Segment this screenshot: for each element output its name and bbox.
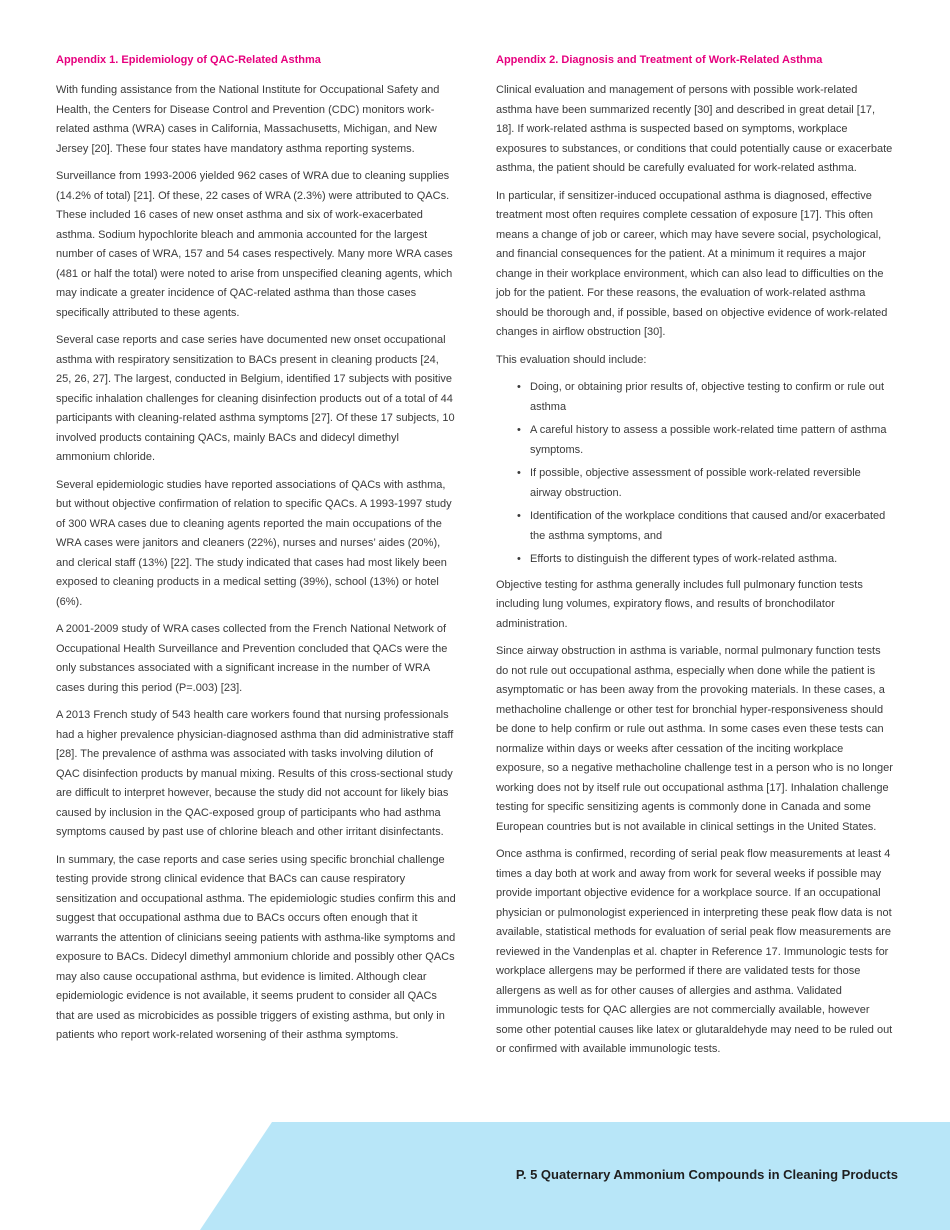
- appendix-1-column: [56, 52, 456, 1054]
- appendix-2-paragraph: Clinical evaluation and management of persons with possible work-related asthma have been summarized recently [30] and described in great detail [17, 18]. If work-related asthma is suspected based on symptoms, workplace exposures to substances, or conditions that could potentially cause or exacerbate asthma, the patient should be carefully evaluated for work-related asthma.: [496, 84, 893, 174]
- appendix-2-paragraph: This evaluation should include:: [496, 353, 647, 366]
- evaluation-bullet-list: [496, 378, 894, 570]
- appendix-1-heading: Appendix 1. Epidemiology of QAC-Related Asthma: [56, 54, 321, 66]
- appendix-2-paragraph: Objective testing for asthma generally includes full pulmonary function tests including lung volumes, expiratory flows, and results of bronchodilator administration.: [496, 578, 863, 630]
- appendix-1-paragraph: Several case reports and case series have documented new onset occupational asthma with respiratory sensitization to BACs present in cleaning products [24, 25, 26, 27]. The largest, conducted in Belgium, identified 17 subjects with positive specific inhalation challenges for cleaning disinfection products out of a total of 44 participants with cleaning-related asthma symptoms [27]. Of these 17 subjects, 10 involved products containing QACs, mainly BACs and didecyl dimethyl ammonium chloride.: [56, 334, 455, 463]
- appendix-1-paragraph: With funding assistance from the National Institute for Occupational Safety and Health, the Centers for Disease Control and Prevention (CDC) monitors work-related asthma (WRA) cases in California, Massachusetts, Michigan, and New Jersey [20]. These four states have mandatory asthma reporting systems.: [56, 84, 440, 155]
- appendix-2-column: [496, 52, 894, 1068]
- appendix-1-paragraph: A 2013 French study of 543 health care workers found that nursing professionals had a higher prevalence physician-diagnosed asthma than did administrative staff [28]. The prevalence of asthma was associated with tasks involving dilution of QAC disinfection products by manual mixing. Results of this cross-sectional study are difficult to interpret however, because the study did not account for likely bias caused by inclusion in the QAC-exposed group of participants who had asthma symptoms caused by past use of chlorine bleach and other irritant disinfectants.: [56, 709, 454, 838]
- appendix-1-paragraph: Surveillance from 1993-2006 yielded 962 cases of WRA due to cleaning supplies (14.2% of total) [21]. Of these, 22 cases of WRA (2.3%) were attributed to QACs. These included 16 cases of new onset asthma and six of work-exacerbated asthma. Sodium hypochlorite bleach and ammonia accounted for the largest number of cases of WRA, 157 and 54 cases respectively. Many more WRA cases (481 or half the total) were noted to arise from unspecified cleaning agents, which may indicate a greater incidence of QAC-related asthma than those cases specifically attributed to these agents.: [56, 170, 453, 319]
- bullet-item: • Identification of the workplace conditions that caused and/or exacerbated the asthma symptoms, and: [530, 507, 894, 546]
- appendix-1-paragraph: In summary, the case reports and case series using specific bronchial challenge testing provide strong clinical evidence that BACs can cause respiratory sensitization and occupational asthma. The epidemiologic studies confirm this and suggest that occupational asthma due to BACs occurs often enough that it warrants the attention of clinicians seeing patients with asthma-like symptoms and exposure to BACs. Didecyl dimethyl ammonium chloride and possibly other QACs may also cause occupational asthma, but evidence is limited. Although clear epidemiologic evidence is not available, it seems prudent to consider all QACs that are used as microbicides as possible triggers of existing asthma, but only in patients who report work-related worsening of their asthma symptoms.: [56, 853, 456, 1041]
- bullet-item: • If possible, objective assessment of possible work-related reversible airway obstruction.: [530, 464, 894, 503]
- appendix-2-heading: Appendix 2. Diagnosis and Treatment of Work-Related Asthma: [496, 54, 823, 66]
- appendix-1-paragraph: Several epidemiologic studies have reported associations of QACs with asthma, but without objective confirmation of relation to specific QACs. A 1993-1997 study of 300 WRA cases due to cleaning agents reported the main occupations of the WRA cases were janitors and cleaners (22%), nurses and nurses’ aides (20%), and clerical staff (13%) [22]. The study indicated that cases had most likely been exposed to cleaning products in a medical setting (39%), school (13%) or hotel (6%).: [56, 478, 452, 608]
- bullet-item: • Efforts to distinguish the different types of work-related asthma.: [530, 550, 894, 570]
- bullet-item: • Doing, or obtaining prior results of, objective testing to confirm or rule out asthma: [530, 378, 894, 417]
- appendix-2-paragraph: Once asthma is confirmed, recording of serial peak flow measurements at least 4 times a day both at work and away from work for several weeks if possible may provide important objective evidence for a workplace source. If an occupational physician or pulmonologist experienced in interpreting these peak flow data is not available, statistical methods for evaluation of serial peak flow measurements are reviewed in the Vandenplas et al. chapter in Reference 17. Immunologic tests for workplace allergens may be performed if there are validated tests for those allergens as well as for other causes of allergies and asthma. Validated immunologic tests for QAC allergies are not commercially available, however some other potential causes like latex or glutaraldehyde may need to be ruled out or confirmed with available immunologic tests.: [496, 848, 893, 1055]
- bullet-item: • A careful history to assess a possible work-related time pattern of asthma symptoms.: [530, 421, 894, 460]
- appendix-2-paragraph: Since airway obstruction in asthma is variable, normal pulmonary function tests do not rule out occupational asthma, especially when done while the patient is asymptomatic or has been away from the provoking materials. In these cases, a methacholine challenge or other test for bronchial hyper-responsiveness should be done to help confirm or rule out asthma. In some cases even these tests can normalize within days or weeks after cessation of the inciting workplace exposure, so a negative methacholine challenge test in a person who is no longer working does not by itself rule out occupational asthma [17]. Inhalation challenge testing for specific sensitizing agents is commonly done in Canada and some European countries but is not available in clinical settings in the United States.: [496, 645, 893, 833]
- appendix-1-paragraph: A 2001-2009 study of WRA cases collected from the French National Network of Occupational Health Surveillance and Prevention concluded that QACs were the only substances associated with a significant increase in the number of WRA cases during this period (P=.003) [23].: [56, 623, 448, 694]
- appendix-2-paragraph: In particular, if sensitizer-induced occupational asthma is diagnosed, effective treatment most often requires complete cessation of exposure [17]. This often means a change of job or career, which may have severe social, psychological, and financial consequences for the patient. At a minimum it requires a major change in their workplace environment, which can also lead to difficulties on the job for the patient. For these reasons, the evaluation of work-related asthma should be thorough and, if possible, based on objective evidence of work-related changes in airflow obstruction [30].: [496, 189, 888, 338]
- page-footer-title: P. 5 Quaternary Ammonium Compounds in Cleaning Products: [515, 1167, 898, 1182]
